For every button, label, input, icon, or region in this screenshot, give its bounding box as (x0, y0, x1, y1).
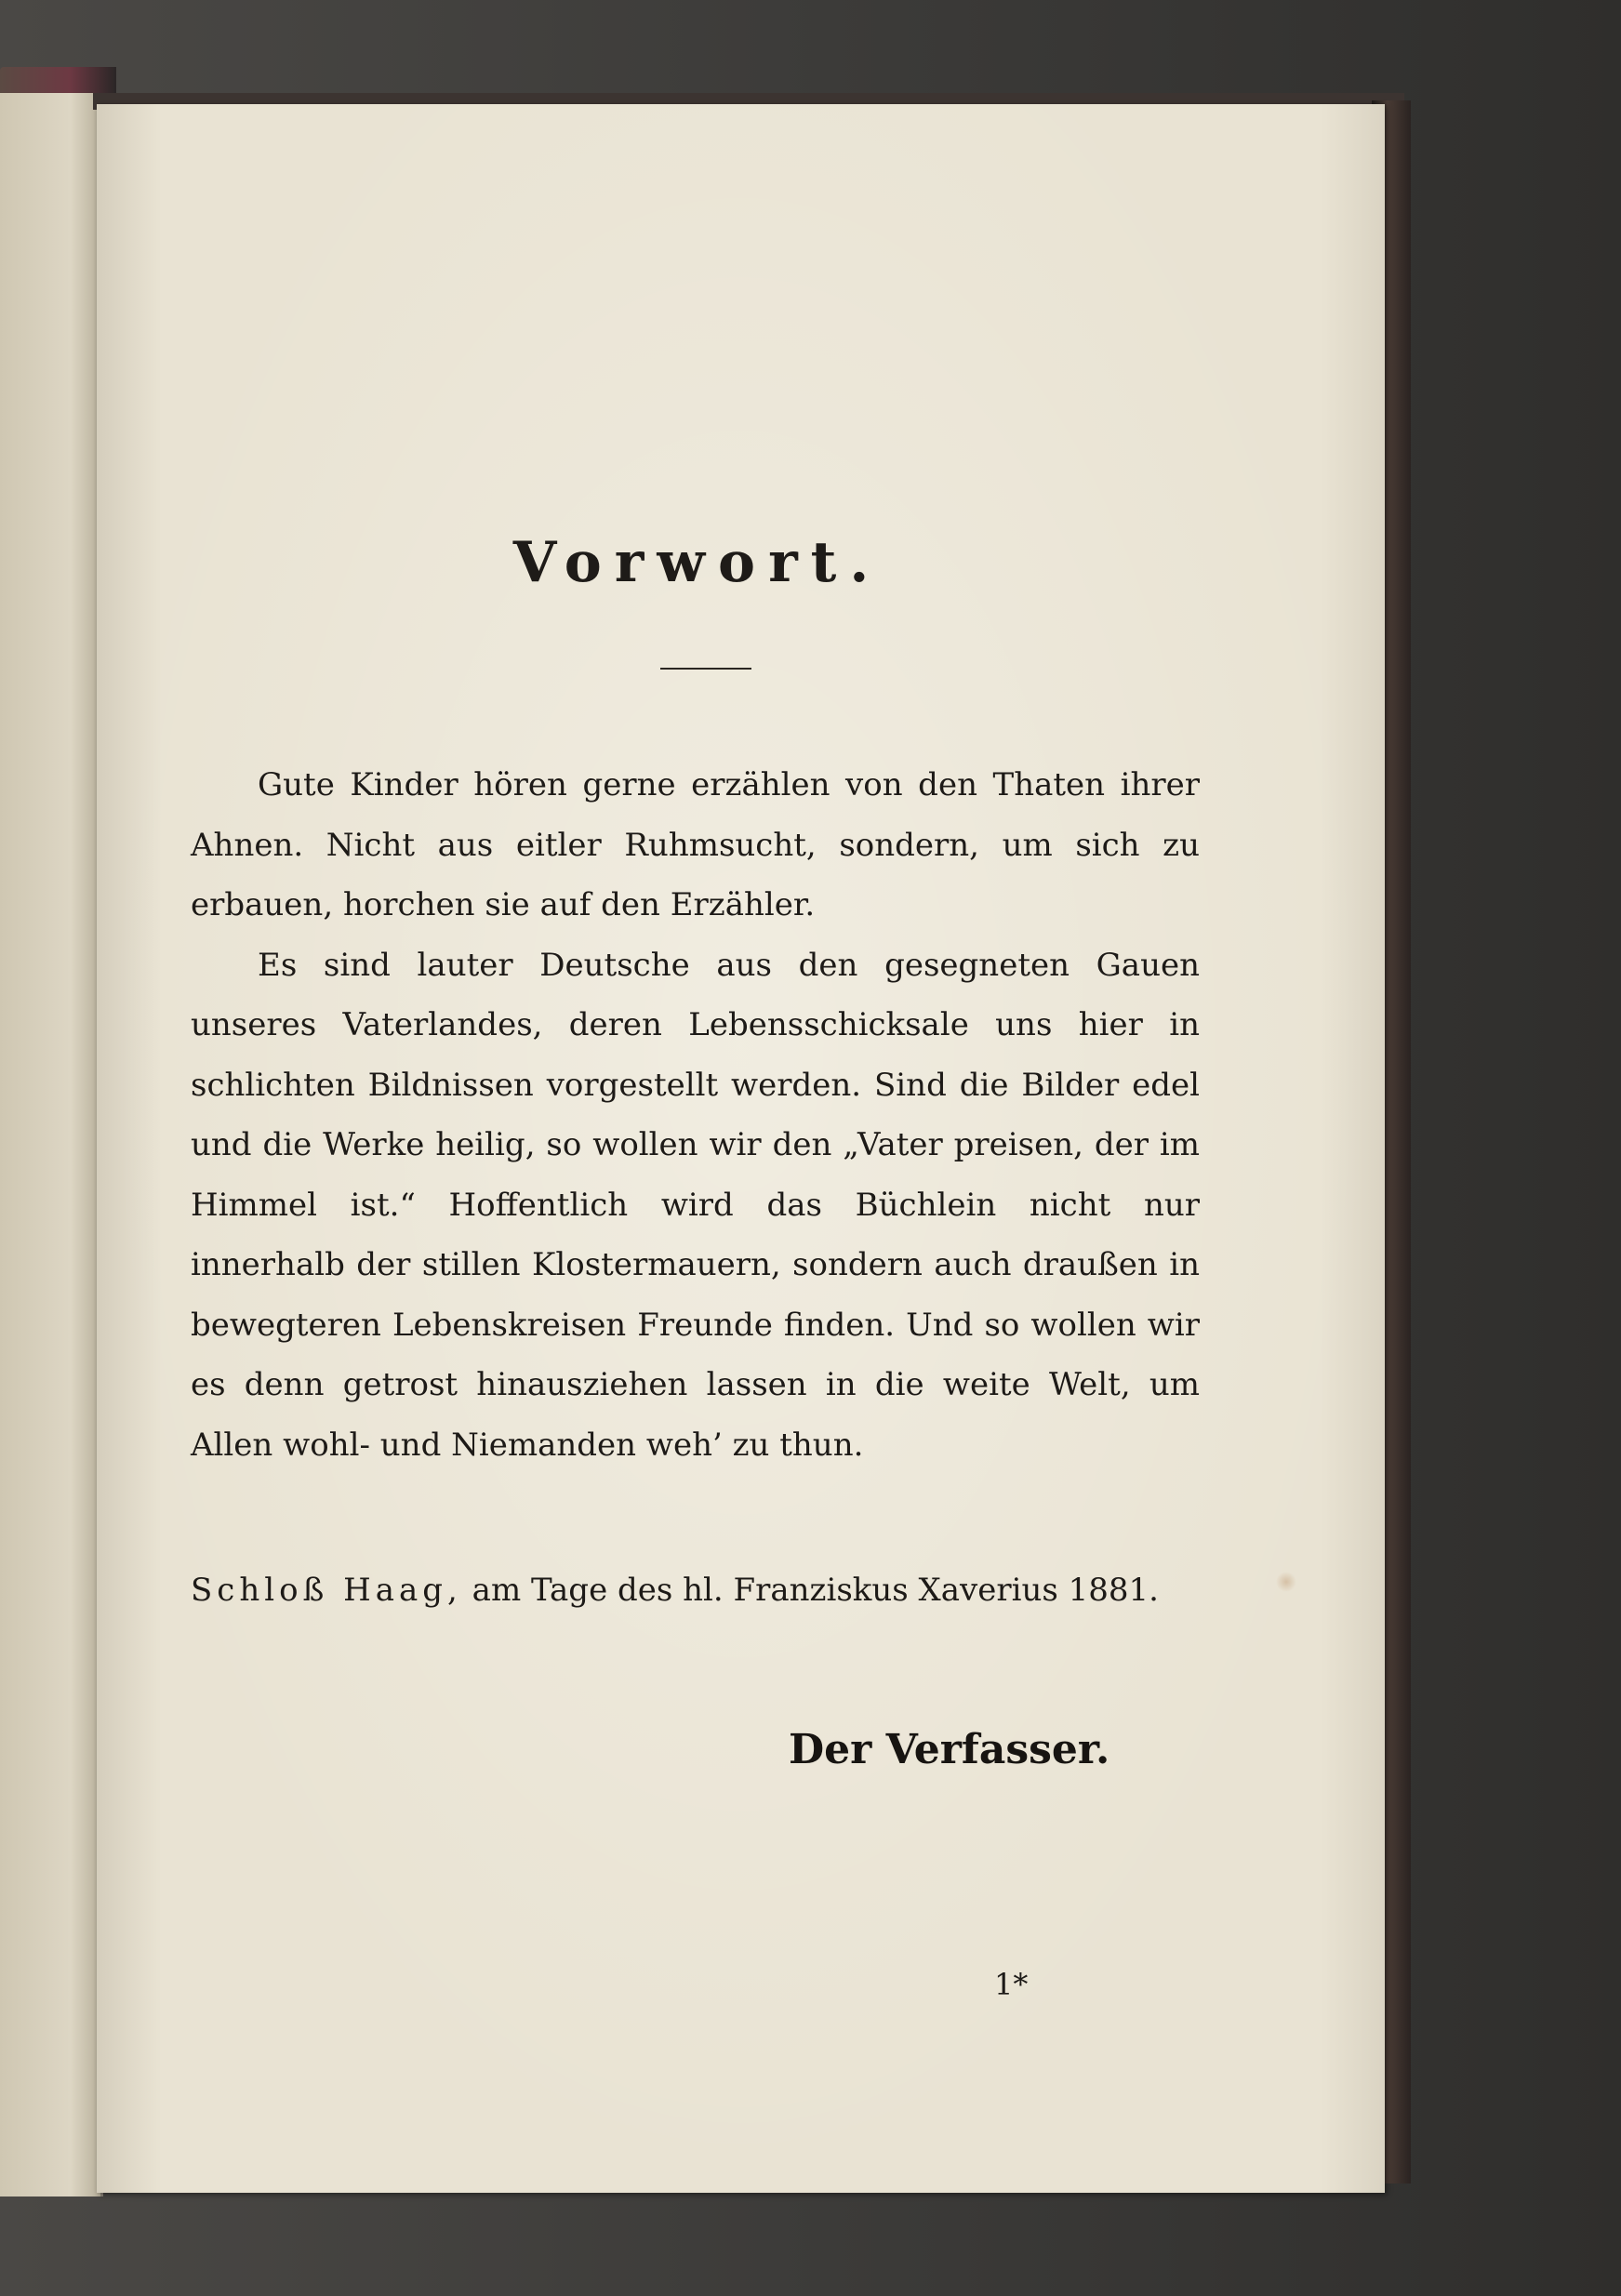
place-name: Schloß Haag, (191, 1572, 462, 1609)
signature-mark: 1* (994, 1967, 1029, 2002)
preface-body (191, 755, 1200, 1475)
preface-heading: Vorwort. (512, 530, 883, 595)
author-signature: Der Verfasser. (789, 1726, 1110, 1773)
heading-rule (660, 668, 751, 670)
paragraph-1: Gute Kinder hören gerne erzählen von den Thaten ihrer Ahnen. Nicht aus eitler Ruhmsucht, sondern, um sich zu erbauen, horchen sie auf den Erzähler. (191, 766, 1200, 923)
paragraph-2: Es sind lauter Deutsche aus den gesegneten Gauen unseres Vaterlandes, deren Lebensschicksale uns hier in schlichten Bildnissen vorgestellt werden. Sind die Bilder edel und die Werke heilig, so wollen wir den „Vater preisen, der im Himmel ist.“ Hoffentlich wird das Büchlein nicht nur innerhalb der stillen Klostermauern, sondern auch draußen in bewegteren Lebenskreisen Freunde finden. Und so wollen wir es denn getrost hinausziehen lassen in die weite Welt, um Allen wohl- und Niemanden weh’ zu thun. (191, 946, 1200, 1464)
place-date-line (191, 1572, 1195, 1609)
facing-page-edge (0, 93, 103, 2196)
paper-stain (1276, 1572, 1296, 1592)
date-text: am Tage des hl. Franziskus Xaverius 1881. (472, 1572, 1159, 1609)
